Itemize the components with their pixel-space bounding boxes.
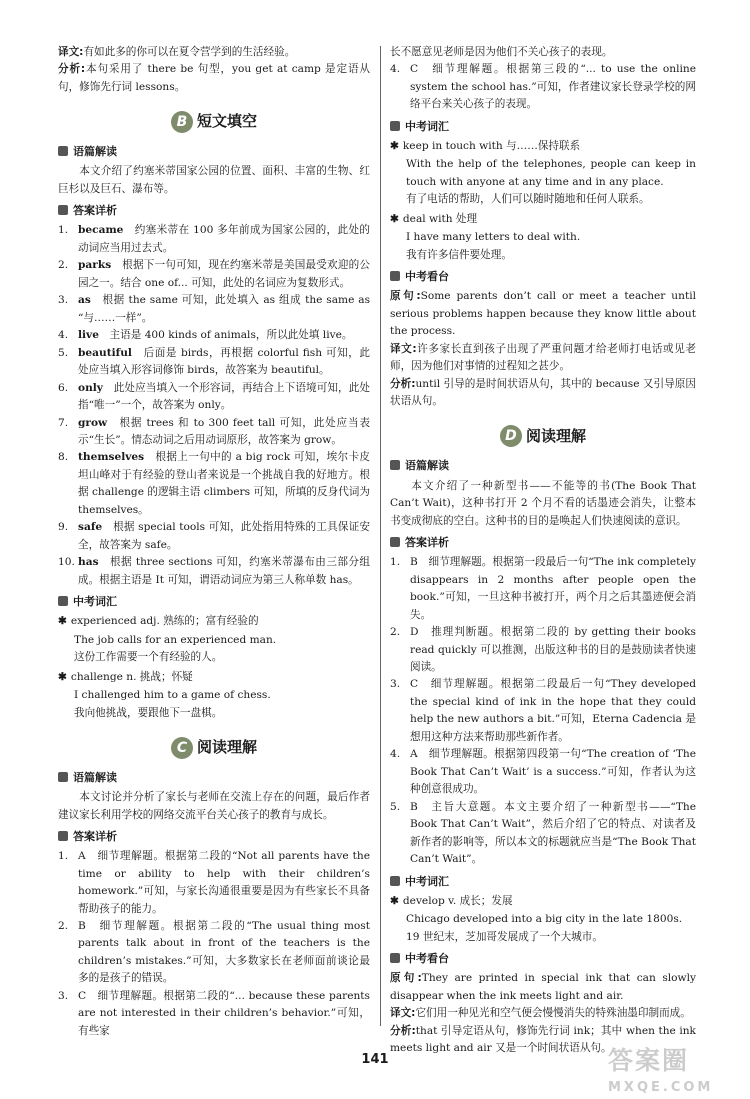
section-b-badge: B: [171, 111, 193, 133]
answer-item: 8. themselves 根据上一句中的 a big rock 可知，埃尔卡皮坦山峰对于有经验的登山者来说是一个挑战自我的好地方。根据 challenge 的逻辑主语 climbers 可知，所填的反身代词为 themselves。: [58, 451, 371, 516]
vocab-example-en: With the help of the telephones, people can keep in touch with anyone at any time and in any place.: [406, 158, 696, 188]
exam-original: 原句:Some parents don’t call or meet a teacher until serious problems happen because they know little about the process.: [390, 290, 696, 338]
vocab-example-cn: 19 世纪末，芝加哥发展成了一个大城市。: [406, 930, 603, 943]
vocab-example-en: Chicago developed into a big city in the late 1800s.: [406, 913, 683, 926]
square-bullet-icon: [58, 772, 68, 782]
vocab-entry: ✱ experienced adj. 熟练的；富有经验的: [58, 615, 259, 628]
answer-item: 7. grow 根据 trees 和 to 300 feet tall 可知，此处应当表示“生长”。情态动词之后用动词原形，故答案为 grow。: [58, 416, 371, 446]
vocab-example-en: I challenged him to a game of chess.: [74, 689, 271, 702]
exam-original: 原句:They are printed in special ink that can slowly disappear when the ink meets light and air.: [390, 972, 696, 1002]
square-bullet-icon: [58, 596, 68, 606]
passage-summary: 本文介绍了约塞米蒂国家公园的位置、面积、丰富的生物、红巨杉以及巨石、瀑布等。: [58, 165, 370, 195]
vocab-heading: 中考词汇: [58, 593, 370, 611]
left-column: [58, 44, 370, 1040]
asterisk-icon: ✱: [390, 894, 399, 907]
section-c-badge: C: [171, 737, 193, 759]
right-column: [390, 44, 696, 1058]
vocab-entry: ✱ develop v. 成长；发展: [390, 894, 513, 907]
section-c-heading: C 阅读理解: [58, 735, 370, 760]
answer-item: 5. beautiful 后面是 birds，再根据 colorful fish 可知，此处应当填入形容词修饰 birds，故答案为 beautiful。: [58, 346, 370, 377]
vocab-example-cn: 我向他挑战，要跟他下一盘棋。: [74, 706, 223, 719]
answer-item: 4. A 细节理解题。根据第四段第一句“The creation of ‘The Book That Can’t Wait’ is a success.”可知，作者认为这种创意很成功。: [390, 748, 696, 796]
vocab-entry: ✱ challenge n. 挑战；怀疑: [58, 670, 193, 683]
answer-item: 2. parks 根据下一句可知，现在约塞米蒂是美国最受欢迎的公园之一。结合 one of... 可知，此处的名词应为复数形式。: [58, 259, 371, 289]
answer-continuation: 长不愿意见老师是因为他们不关心孩子的表现。: [390, 46, 613, 58]
answer-item: 3. C 细节理解题。根据第二段最后一句“They developed the special kind of ink in the hope that they could help the new authors a bit.”可知，Eterna Cadencia 是想用这种方法来帮助那些新作者。: [390, 678, 696, 743]
vocab-heading: 中考词汇: [390, 873, 696, 891]
section-d-badge: D: [500, 425, 522, 447]
answer-item: 1. became 约塞米蒂在 100 多年前成为国家公园的，此处的动词应当用过去式。: [58, 224, 370, 254]
square-bullet-icon: [58, 205, 68, 215]
asterisk-icon: ✱: [58, 615, 67, 628]
vocab-example-cn: 这份工作需要一个有经验的人。: [74, 651, 223, 664]
asterisk-icon: ✱: [390, 140, 399, 153]
answer-item: 2. B 细节理解题。根据第二段的“The usual thing most parents talk about in front of the teachers is the children’s mistakes.”可知，大多数家长在老师面前谈论最多的是孩子的错误。: [58, 920, 370, 985]
vocab-example-en: I have many letters to deal with.: [406, 231, 581, 244]
passage-summary: 本文讨论并分析了家长与老师在交流上存在的问题，最后作者建议家长利用学校的网络交流平台关心孩子的教育与成长。: [58, 791, 370, 821]
vocab-example-en: The job calls for an experienced man.: [74, 633, 277, 646]
exam-heading: 中考看台: [390, 268, 696, 286]
answers-heading: 答案详析: [390, 534, 696, 552]
exam-analysis: 分析:until 引导的是时间状语从句，其中的 because 又引导原因状语从句。: [390, 377, 696, 408]
asterisk-icon: ✱: [58, 670, 67, 683]
exam-analysis: 分析:that 引导定语从句，修饰先行词 ink；其中 when the ink meets light and air 又是一个时间状语从句。: [390, 1024, 696, 1055]
vocab-entry: ✱ deal with 处理: [390, 212, 478, 225]
answer-item: 2. D 推理判断题。根据第二段的 by getting their books read quickly 可以推测，出版这种书的目的是鼓励读者快速阅读。: [390, 626, 696, 673]
asterisk-icon: ✱: [390, 212, 399, 225]
vocab-example-cn: 我有许多信件要处理。: [406, 248, 512, 261]
vocab-entry: ✱ keep in touch with 与……保持联系: [390, 140, 581, 153]
passage-heading: 语篇解读: [58, 143, 370, 161]
answer-item: 10. has 根据 three sections 可知，约塞米蒂瀑布由三部分组成。根据主语是 It 可知，谓语动词应为第三人称单数 has。: [58, 556, 370, 586]
passage-heading: 语篇解读: [58, 769, 370, 787]
intro-translation: 译文:有如此多的你可以在夏令营学到的生活经验。: [58, 46, 296, 58]
answers-heading: 答案详析: [58, 202, 370, 220]
column-divider: [380, 46, 381, 1026]
square-bullet-icon: [390, 537, 400, 547]
square-bullet-icon: [390, 953, 400, 963]
square-bullet-icon: [390, 121, 400, 131]
square-bullet-icon: [390, 271, 400, 281]
square-bullet-icon: [390, 460, 400, 470]
answer-item: 5. B 主旨大意题。本文主要介绍了一种新型书——“The Book That Can’t Wait”，然后介绍了它的特点、对读者及新作者的影响等，所以本文的标题就应当是“The Book That Can’t Wait”。: [390, 800, 696, 866]
section-d-heading: D 阅读理解: [390, 424, 696, 449]
page-number: 141: [361, 1052, 389, 1067]
answer-item: 1. A 细节理解题。根据第二段的“Not all parents have the time or ability to help with their children’s homework.”可知，与家长沟通很重要是因为有些家长不具备帮助孩子的能力。: [58, 850, 370, 915]
answer-item: 4. live 主语是 400 kinds of animals，所以此处填 live。: [58, 329, 353, 342]
exam-heading: 中考看台: [390, 950, 696, 968]
vocab-example-cn: 有了电话的帮助，人们可以随时随地和任何人联系。: [406, 193, 650, 206]
answer-item: 4. C 细节理解题。根据第三段的“... to use the online system the school has.”可知，作者建议家长登录学校的网络平台来关心孩子的表现。: [390, 63, 696, 111]
answer-item: 6. only 此处应当填入一个形容词，再结合上下语境可知，此处指“唯一”一个，故答案为 only。: [58, 381, 371, 412]
watermark: 答案圈 MXQE.COM: [608, 1046, 714, 1096]
square-bullet-icon: [58, 146, 68, 156]
answer-item: 9. safe 根据 special tools 可知，此处指用特殊的工具保证安全，故答案为 safe。: [58, 521, 371, 551]
answer-item: 3. as 根据 the same 可知，此处填入 as 组成 the same as “与……一样”。: [58, 294, 371, 324]
passage-summary: 本文介绍了一种新型书——不能等的书(The Book That Can’t Wait)，这种书打开 2 个月不看的话墨迹会消失，让整本书变成彻底的空白。这种书的目的是唤起人们快速阅读的意识。: [390, 479, 696, 527]
exam-translation: 译文:它们用一种见光和空气便会慢慢消失的特殊油墨印制而成。: [390, 1007, 691, 1020]
square-bullet-icon: [58, 831, 68, 841]
answers-heading: 答案详析: [58, 828, 370, 846]
answer-item: 3. C 细节理解题。根据第二段的“... because these parents are not interested in their children’s behavior.”可知，有些家: [58, 989, 370, 1037]
intro-analysis: 分析:本句采用了 there be 句型，you get at camp 是定语从句，修饰先行词 lessons。: [58, 63, 370, 93]
section-b-heading: B 短文填空: [58, 109, 370, 134]
square-bullet-icon: [390, 876, 400, 886]
vocab-heading: 中考词汇: [390, 118, 696, 136]
exam-translation: 译文:许多家长直到孩子出现了严重问题才给老师打电话或见老师，因为他们对事情的过程知之甚少。: [390, 342, 696, 373]
passage-heading: 语篇解读: [390, 457, 696, 475]
answer-item: 1. B 细节理解题。根据第一段最后一句“The ink completely disappears in 2 months after people open the book.”可知，一旦这种书被打开，两个月之后其墨迹便会消失。: [390, 556, 696, 621]
